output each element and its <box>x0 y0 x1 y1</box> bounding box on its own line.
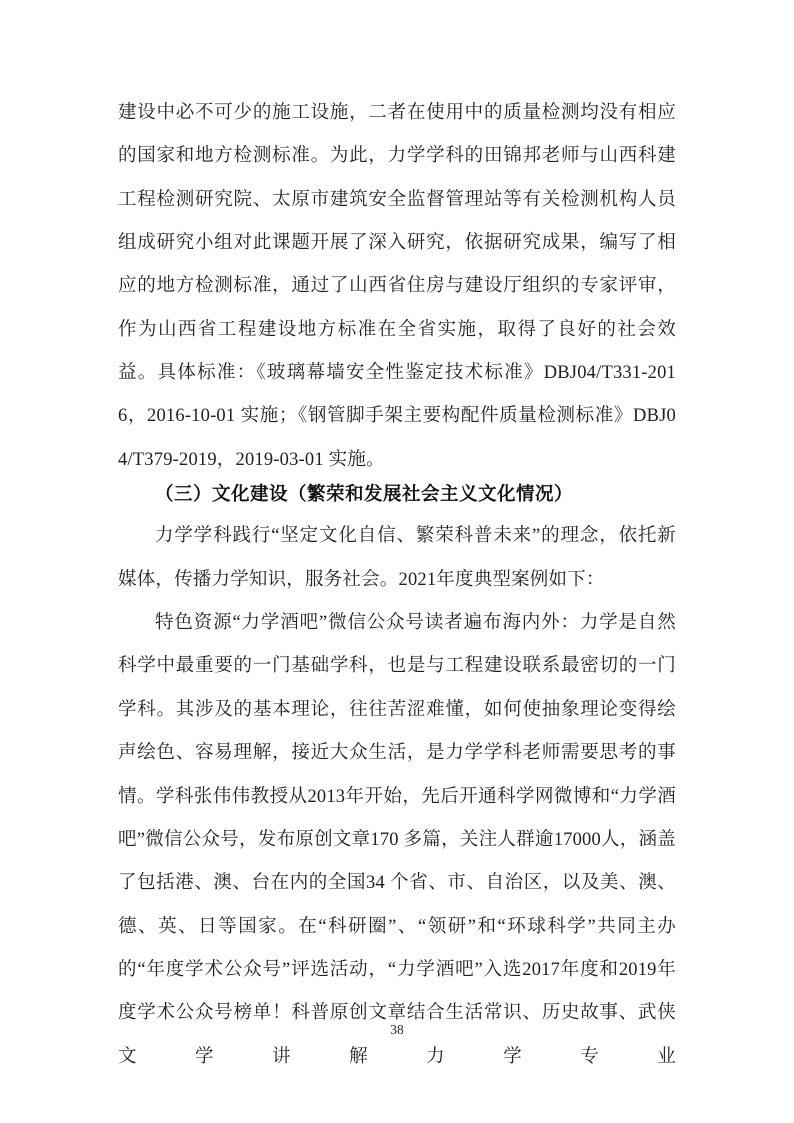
text-block <box>118 92 676 1079</box>
section-heading-culture: （三）文化建设（繁荣和发展社会主义文化情况） <box>155 483 574 505</box>
paragraph-culture-intro: 力学学科践行“坚定文化自信、繁荣科普未来”的理念，依托新媒体，传播力学知识，服务社会。2021年度典型案例如下： <box>118 526 676 590</box>
paragraph-mechanics-bar: 特色资源“力学酒吧”微信公众号读者遍布海内外：力学是自然科学中最重要的一门基础学科，也是与工程建设联系最密切的一门学科。其涉及的基本理论，往往苦涩难懂，如何使抽象理论变得绘声绘色、容易理解，接近大众生活，是力学学科老师需要思考的事情。学科张伟伟教授从2013年开始，先后开通科学网微博和“力学酒吧”微信公众号，发布原创文章170 多篇，关注人群逾17000人，涵盖了包括港、澳、台在内的全国34 个省、市、自治区，以及美、澳、德、英、日等国家。在“科研圈”、“领研”和“环球科学”共同主办的“年度学术公众号”评选活动，“力学酒吧”入选2017年度和2019年度学术公众号榜单！科普原创文章结合生活常识、历史故事、武侠文学讲解力学专业 <box>118 613 676 1067</box>
paragraph-inspection-standards: 建设中必不可少的施工设施，二者在使用中的质量检测均没有相应的国家和地方检测标准。为此，力学学科的田锦邦老师与山西科建工程检测研究院、太原市建筑安全监督管理站等有关检测机构人员组成研究小组对此课题开展了深入研究，依据研究成果，编写了相应的地方检测标准，通过了山西省住房与建设厅组织的专家评审，作为山西省工程建设地方标准在全省实施，取得了良好的社会效益。具体标准：《玻璃幕墙安全性鉴定技术标准》DBJ04/T331-2016，2016-10-01 实施；《钢管脚手架主要构配件质量检测标准》DBJ04/T379-2019，2019-03-01 实施。 <box>118 103 676 470</box>
page-number: 38 <box>390 1022 404 1037</box>
